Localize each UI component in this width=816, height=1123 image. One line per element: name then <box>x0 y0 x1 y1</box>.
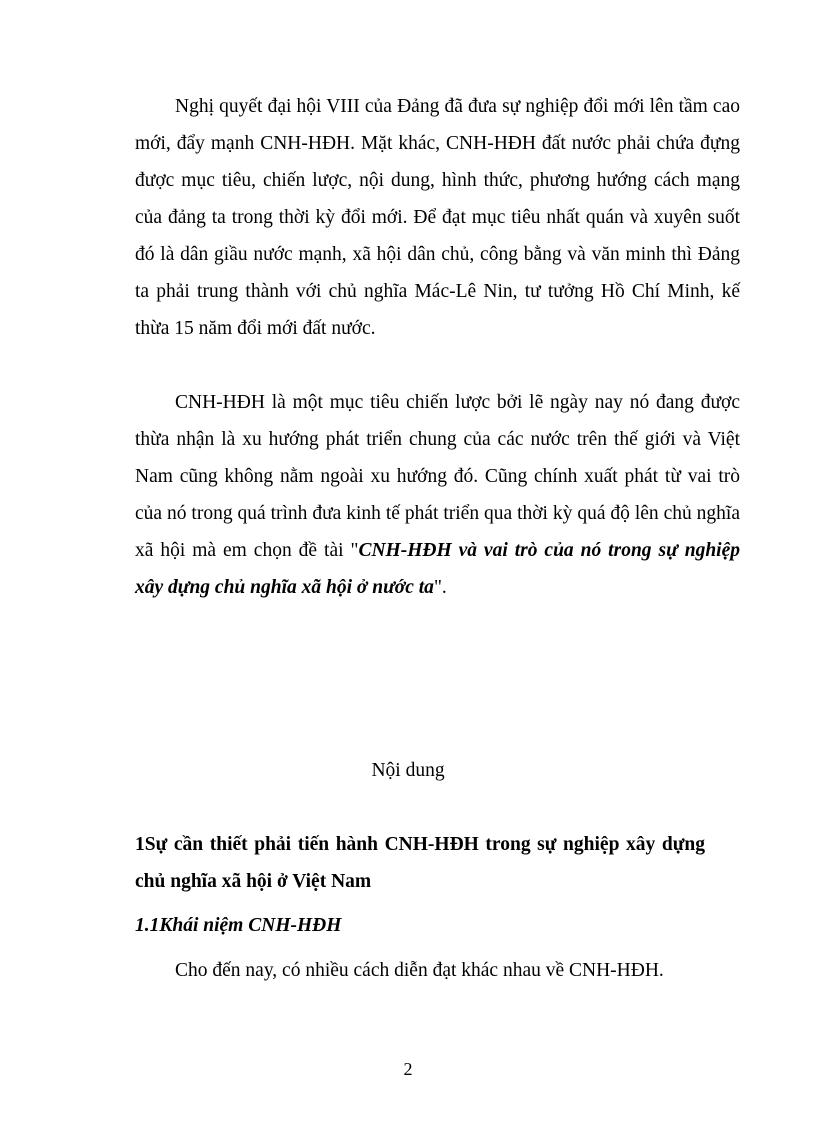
intro-paragraph: Nghị quyết đại hội VIII của Đảng đã đưa sự nghiệp đổi mới lên tầm cao mới, đẩy mạnh CNH-HĐH. Mặt khác, CNH-HĐH đất nước phải chứa đựng được mục tiêu, chiến lược, nội dung, hình thức, phương hướng cách mạng của đảng ta trong thời kỳ đổi mới. Để đạt mục tiêu nhất quán và xuyên suốt đó là dân giầu nước mạnh, xã hội dân chủ, công bằng và văn minh thì Đảng ta phải trung thành với chủ nghĩa Mác-Lê Nin, tư tưởng Hồ Chí Minh, kế thừa 15 năm đổi mới đất nước. <box>135 96 740 339</box>
topic-paragraph <box>135 384 740 606</box>
chapter-heading: 1Sự cần thiết phải tiến hành CNH-HĐH trong sự nghiệp xây dựng chủ nghĩa xã hội ở Việt Nam <box>135 834 705 892</box>
thesis-title: CNH-HĐH và vai trò của nó trong sự nghiệp xây dựng chủ nghĩa xã hội ở nước ta <box>135 540 740 598</box>
subsection-heading: 1.1Khái niệm CNH-HĐH <box>135 915 342 936</box>
page-number: 2 <box>403 1059 413 1079</box>
topic-paragraph-text: CNH-HĐH là một mục tiêu chiến lược bởi lẽ ngày nay nó đang được thừa nhận là xu hướng phát triển chung của các nước trên thế giới và Việt Nam cũng không nằm ngoài xu hướng đó. Cũng chính xuất phát từ vai trò của nó trong quá trình đưa kinh tế phát triển qua thời kỳ quá độ lên chủ nghĩa xã hội mà em chọn đề tài " <box>135 392 740 561</box>
section-title: Nội dung <box>371 760 445 781</box>
topic-paragraph-ending: ". <box>433 577 447 598</box>
definition-paragraph: Cho đến nay, có nhiều cách diễn đạt khác nhau về CNH-HĐH. <box>175 960 664 981</box>
